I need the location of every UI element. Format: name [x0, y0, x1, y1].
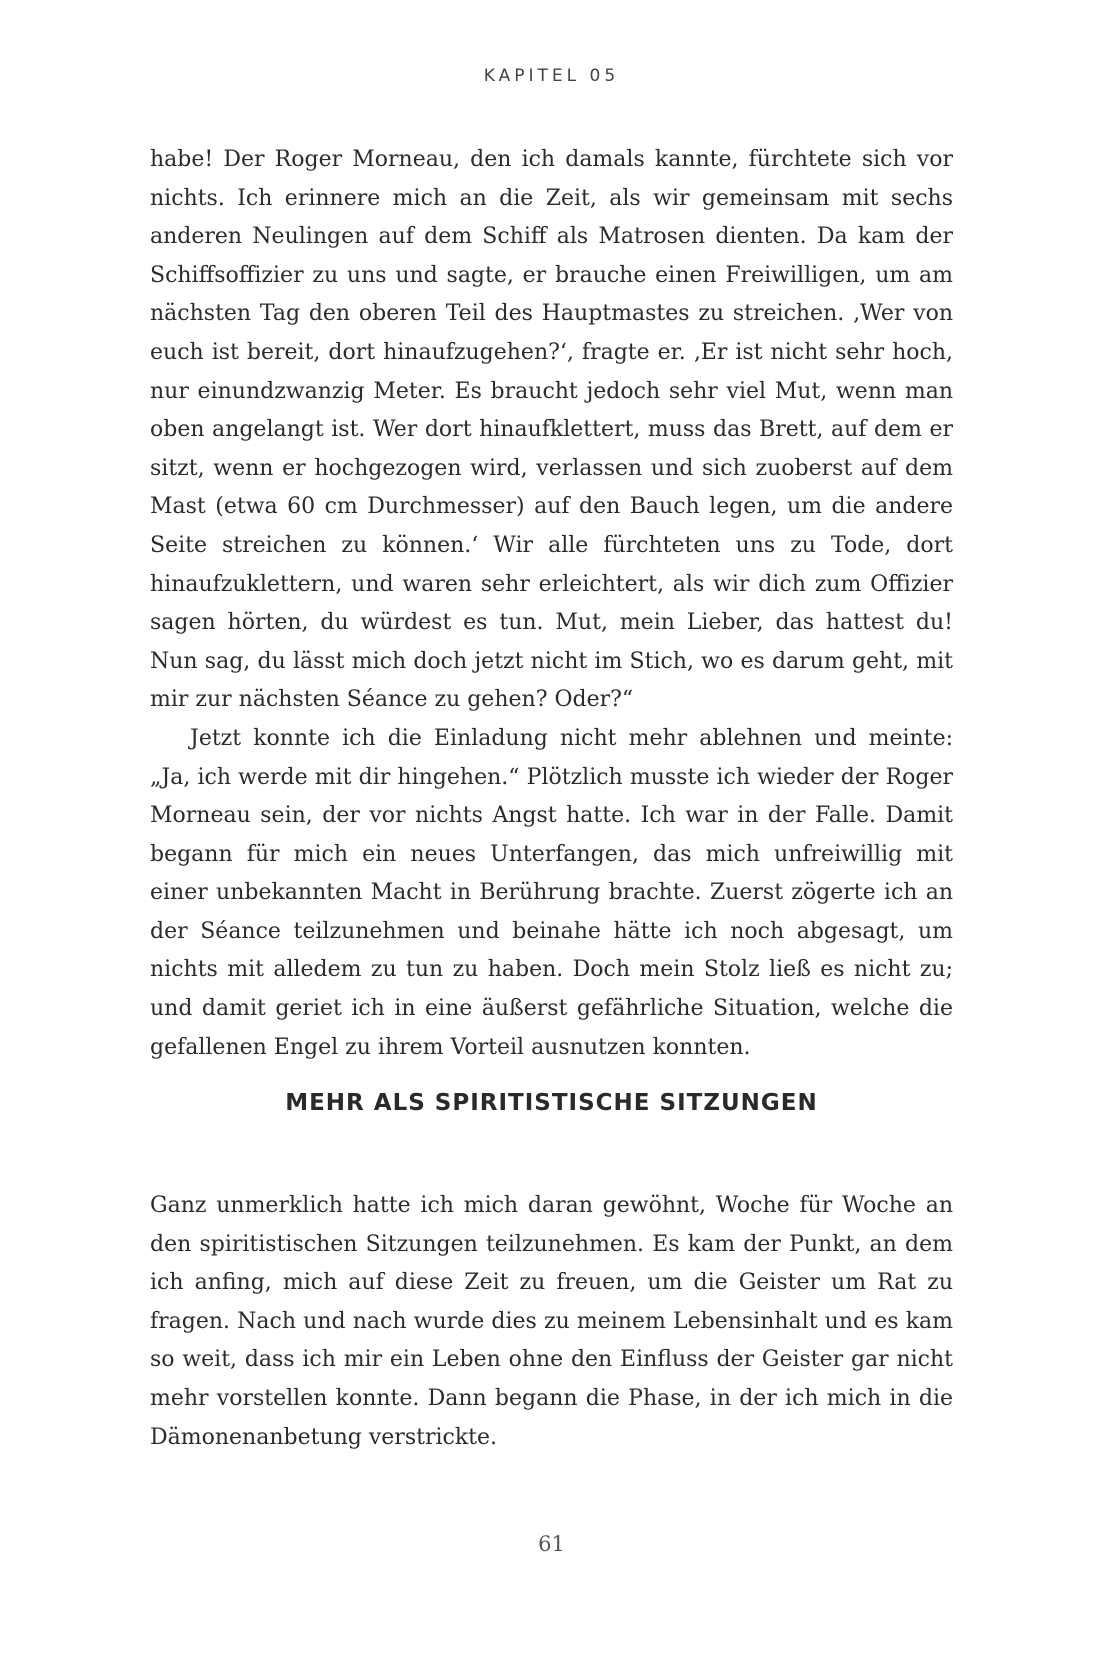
section-heading: MEHR ALS SPIRITISTISCHE SITZUNGEN: [285, 1090, 818, 1116]
paragraph: Ganz unmerklich hatte ich mich daran gewöhnt, Woche für Woche an den spiritistischen Sitzungen teilzunehmen. Es kam der Punkt, an dem ich anfing, mich auf diese Zeit zu freuen, um die Geister um Rat zu fragen. Nach und nach wurde dies zu meinem Lebensinhalt und es kam so weit, dass ich mir ein Leben ohne den Einfluss der Geister gar nicht mehr vorstellen konnte. Dann begann die Phase, in der ich mich in die Dämonenanbetung verstrickte.: [150, 1193, 953, 1450]
text-block-two: [150, 1187, 953, 1457]
page-number: 61: [538, 1532, 565, 1556]
paragraph: Jetzt konnte ich die Einladung nicht mehr ablehnen und meinte: „Ja, ich werde mit dir hingehen.“ Plötzlich musste ich wieder der Roger Morneau sein, der vor nichts Angst hatte. Ich war in der Falle. Damit begann für mich ein neues Unterfangen, das mich unfreiwillig mit einer unbekannten Macht in Berührung brachte. Zuerst zögerte ich an der Séance teilzunehmen und beinahe hätte ich noch abgesagt, um nichts mit alledem zu tun zu haben. Doch mein Stolz ließ es nicht zu; und damit geriet ich in eine äußerst gefährliche Situation, welche die gefallenen Engel zu ihrem Vorteil ausnutzen konnten.: [150, 725, 953, 1060]
running-head: KAPITEL 05: [483, 66, 620, 86]
text-block-one: [150, 141, 953, 1067]
paragraph: habe! Der Roger Morneau, den ich damals kannte, fürchtete sich vor nichts. Ich erinnere mich an die Zeit, als wir gemeinsam mit sechs anderen Neulingen auf dem Schiff als Matrosen dienten. Da kam der Schiffsoffizier zu uns und sagte, er brauche einen Freiwilligen, um am nächsten Tag den oberen Teil des Hauptmastes zu streichen. ‚Wer von euch ist bereit, dort hinaufzugehen?‘, fragte er. ‚Er ist nicht sehr hoch, nur einundzwanzig Meter. Es braucht jedoch sehr viel Mut, wenn man oben angelangt ist. Wer dort hinaufklettert, muss das Brett, auf dem er sitzt, wenn er hochgezogen wird, verlassen und sich zuoberst auf dem Mast (etwa 60 cm Durchmesser) auf den Bauch legen, um die andere Seite streichen zu können.‘ Wir alle fürchteten uns zu Tode, dort hinaufzuklettern, und waren sehr erleichtert, als wir dich zum Offizier sagen hörten, du würdest es tun. Mut, mein Lieber, das hattest du! Nun sag, du lässt mich doch jetzt nicht im Stich, wo es darum geht, mit mir zur nächsten Séance zu gehen? Oder?“: [150, 147, 953, 713]
